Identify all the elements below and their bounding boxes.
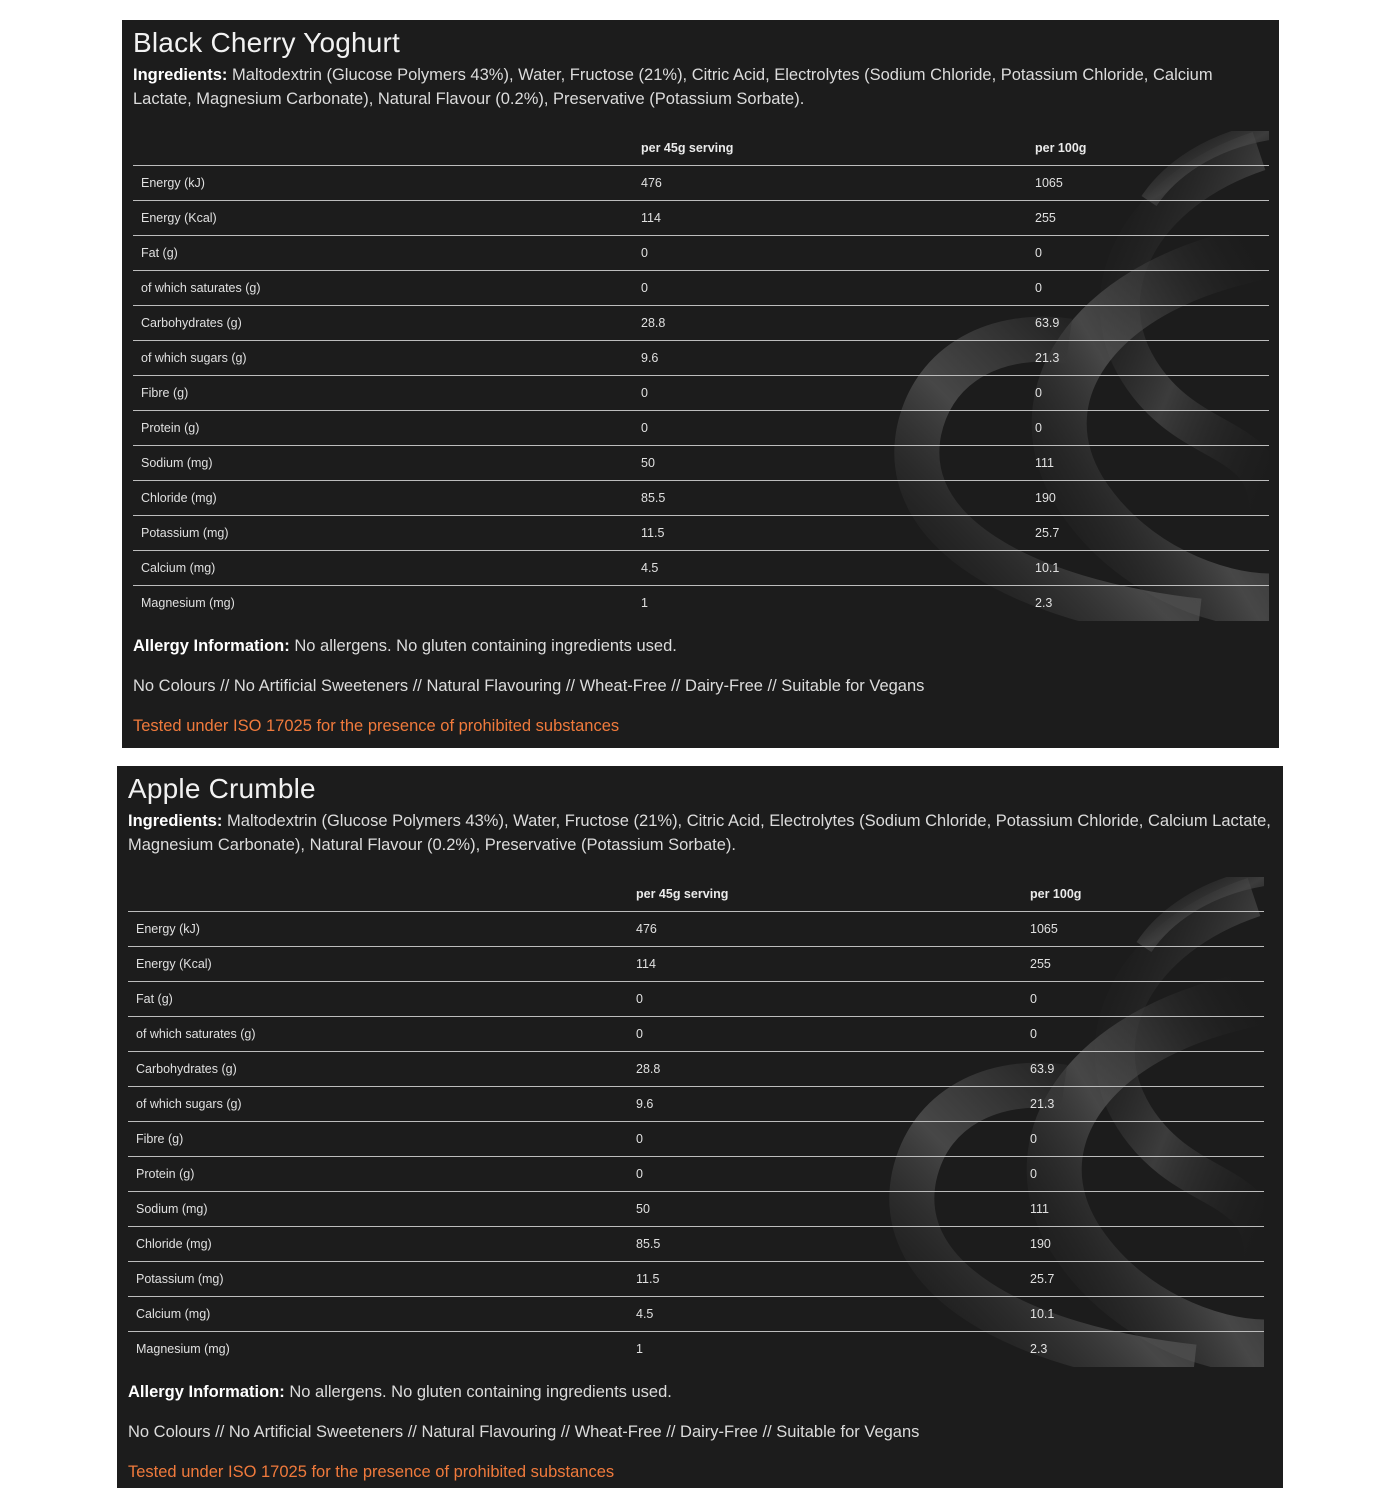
per-100g-value: 190 bbox=[1027, 481, 1269, 516]
per-100g-value: 63.9 bbox=[1027, 306, 1269, 341]
per-serving-value: 11.5 bbox=[633, 516, 1027, 551]
product-title: Black Cherry Yoghurt bbox=[133, 27, 401, 58]
ingredients-text bbox=[128, 809, 1273, 857]
per-100g-value: 2.3 bbox=[1035, 596, 1053, 610]
table-row bbox=[133, 166, 1269, 201]
per-100g-value: 255 bbox=[1027, 201, 1269, 236]
table-row bbox=[128, 1052, 1264, 1087]
column-header: per 100g bbox=[1022, 877, 1264, 912]
per-100g-value: 10.1 bbox=[1027, 551, 1269, 586]
table-row bbox=[133, 446, 1269, 481]
nutrient-name: Energy (Kcal) bbox=[133, 201, 633, 236]
nutrient-name: of which saturates (g) bbox=[128, 1017, 628, 1052]
ingredients-list: Maltodextrin (Glucose Polymers 43%), Water, Fructose (21%), Citric Acid, Electrolytes (Sodium Chloride, Potassium Chloride, Calcium Lactate, Magnesium Carbonate), Natural Flavour (0.2%), Preservative (Potassium Sorbate). bbox=[133, 66, 1213, 108]
per-100g-value: 111 bbox=[1022, 1192, 1264, 1227]
testing-statement: Tested under ISO 17025 for the presence of prohibited substances bbox=[128, 1463, 615, 1481]
column-header: per 45g serving bbox=[628, 877, 1022, 912]
allergy-information bbox=[133, 634, 1269, 658]
per-serving-value: 0 bbox=[633, 376, 1027, 411]
per-serving-value: 85.5 bbox=[628, 1227, 1022, 1262]
per-100g-value: 1065 bbox=[1022, 912, 1264, 947]
table-row bbox=[133, 551, 1269, 586]
nutrient-name: Fat (g) bbox=[128, 982, 628, 1017]
per-serving-value: 1 bbox=[641, 596, 648, 610]
testing-statement: Tested under ISO 17025 for the presence of prohibited substances bbox=[133, 717, 620, 735]
nutrient-name: Calcium (mg) bbox=[133, 551, 633, 586]
ingredients-label: Ingredients: bbox=[128, 812, 223, 830]
product-claims: No Colours // No Artificial Sweeteners // Natural Flavouring // Wheat-Free // Dairy-Free // Suitable for Vegans bbox=[128, 1423, 920, 1441]
nutrient-name: Energy (Kcal) bbox=[128, 947, 628, 982]
nutrient-name: Protein (g) bbox=[128, 1157, 628, 1192]
per-100g-value: 63.9 bbox=[1022, 1052, 1264, 1087]
per-100g-value: 0 bbox=[1022, 982, 1264, 1017]
nutrition-table-wrap bbox=[128, 877, 1264, 1366]
table-row bbox=[133, 271, 1269, 306]
column-header bbox=[133, 131, 633, 166]
nutrient-name: Sodium (mg) bbox=[133, 446, 633, 481]
nutrient-name: Chloride (mg) bbox=[128, 1227, 628, 1262]
per-serving-value: 114 bbox=[628, 947, 1022, 982]
ingredients-text bbox=[133, 63, 1269, 111]
nutrient-name: Calcium (mg) bbox=[128, 1297, 628, 1332]
per-serving-value: 28.8 bbox=[633, 306, 1027, 341]
nutrient-name: Fat (g) bbox=[133, 236, 633, 271]
table-row bbox=[133, 376, 1269, 411]
nutrient-name: Energy (kJ) bbox=[128, 912, 628, 947]
nutrient-name: Protein (g) bbox=[133, 411, 633, 446]
per-serving-value: 50 bbox=[628, 1192, 1022, 1227]
allergy-information bbox=[128, 1380, 1273, 1404]
per-serving-value: 9.6 bbox=[633, 341, 1027, 376]
nutrient-name: Fibre (g) bbox=[133, 376, 633, 411]
table-row bbox=[128, 947, 1264, 982]
column-header: per 100g bbox=[1027, 131, 1269, 166]
product-title: Apple Crumble bbox=[128, 773, 316, 804]
nutrient-name: of which sugars (g) bbox=[128, 1087, 628, 1122]
per-100g-value: 0 bbox=[1027, 411, 1269, 446]
nutrition-table bbox=[128, 877, 1264, 1366]
per-serving-value: 9.6 bbox=[628, 1087, 1022, 1122]
nutrient-name: Energy (kJ) bbox=[133, 166, 633, 201]
allergy-label: Allergy Information: bbox=[133, 637, 290, 655]
nutrition-table-wrap bbox=[133, 131, 1269, 620]
per-100g-value: 0 bbox=[1022, 1122, 1264, 1157]
table-row bbox=[133, 586, 1269, 621]
table-row bbox=[128, 1017, 1264, 1052]
allergy-text: No allergens. No gluten containing ingredients used. bbox=[289, 637, 677, 655]
nutrient-name: Chloride (mg) bbox=[133, 481, 633, 516]
per-serving-value: 0 bbox=[628, 1157, 1022, 1192]
nutrient-name: of which saturates (g) bbox=[133, 271, 633, 306]
per-100g-value: 0 bbox=[1022, 1017, 1264, 1052]
table-row bbox=[133, 481, 1269, 516]
per-100g-value: 190 bbox=[1022, 1227, 1264, 1262]
ingredients-label: Ingredients: bbox=[133, 66, 228, 84]
per-serving-value: 114 bbox=[633, 201, 1027, 236]
nutrition-table bbox=[133, 131, 1269, 620]
table-row bbox=[128, 912, 1264, 947]
per-100g-value: 2.3 bbox=[1030, 1342, 1048, 1356]
table-row bbox=[128, 1087, 1264, 1122]
table-row bbox=[128, 1122, 1264, 1157]
allergy-label: Allergy Information: bbox=[128, 1383, 285, 1401]
nutrient-name: Potassium (mg) bbox=[128, 1262, 628, 1297]
table-header-row bbox=[128, 877, 1264, 912]
per-100g-value: 21.3 bbox=[1027, 341, 1269, 376]
table-header-row bbox=[133, 131, 1269, 166]
per-100g-value: 0 bbox=[1027, 376, 1269, 411]
nutrient-name: Carbohydrates (g) bbox=[128, 1052, 628, 1087]
per-serving-value: 0 bbox=[633, 411, 1027, 446]
column-header bbox=[128, 877, 628, 912]
per-serving-value: 50 bbox=[633, 446, 1027, 481]
table-row bbox=[128, 1192, 1264, 1227]
per-serving-value: 0 bbox=[628, 1017, 1022, 1052]
table-row bbox=[128, 982, 1264, 1017]
table-row bbox=[128, 1297, 1264, 1332]
per-100g-value: 21.3 bbox=[1022, 1087, 1264, 1122]
table-row bbox=[128, 1157, 1264, 1192]
per-serving-value: 476 bbox=[628, 912, 1022, 947]
per-100g-value: 25.7 bbox=[1027, 516, 1269, 551]
per-serving-value: 476 bbox=[633, 166, 1027, 201]
table-row bbox=[133, 341, 1269, 376]
per-serving-value: 4.5 bbox=[633, 551, 1027, 586]
nutrient-name: Magnesium (mg) bbox=[141, 596, 235, 610]
table-row bbox=[128, 1227, 1264, 1262]
column-header: per 45g serving bbox=[633, 131, 1027, 166]
table-row bbox=[128, 1262, 1264, 1297]
table-row bbox=[133, 411, 1269, 446]
product-panel-apple-crumble bbox=[117, 766, 1283, 1488]
per-serving-value: 0 bbox=[633, 236, 1027, 271]
per-100g-value: 25.7 bbox=[1022, 1262, 1264, 1297]
per-serving-value: 0 bbox=[628, 982, 1022, 1017]
per-serving-value: 28.8 bbox=[628, 1052, 1022, 1087]
nutrient-name: Magnesium (mg) bbox=[136, 1342, 230, 1356]
nutrient-name: Carbohydrates (g) bbox=[133, 306, 633, 341]
per-100g-value: 10.1 bbox=[1022, 1297, 1264, 1332]
per-100g-value: 0 bbox=[1022, 1157, 1264, 1192]
nutrient-name: Sodium (mg) bbox=[128, 1192, 628, 1227]
per-100g-value: 255 bbox=[1022, 947, 1264, 982]
table-row bbox=[133, 236, 1269, 271]
per-100g-value: 111 bbox=[1027, 446, 1269, 481]
table-row bbox=[133, 306, 1269, 341]
per-serving-value: 0 bbox=[628, 1122, 1022, 1157]
table-row bbox=[133, 201, 1269, 236]
per-100g-value: 0 bbox=[1027, 236, 1269, 271]
per-serving-value: 1 bbox=[636, 1342, 643, 1356]
per-serving-value: 0 bbox=[633, 271, 1027, 306]
nutrient-name: of which sugars (g) bbox=[133, 341, 633, 376]
product-claims: No Colours // No Artificial Sweeteners // Natural Flavouring // Wheat-Free // Dairy-Free // Suitable for Vegans bbox=[133, 677, 925, 695]
product-panel-black-cherry-yoghurt bbox=[122, 20, 1279, 748]
nutrient-name: Potassium (mg) bbox=[133, 516, 633, 551]
per-serving-value: 11.5 bbox=[628, 1262, 1022, 1297]
table-row bbox=[128, 1332, 1264, 1367]
per-100g-value: 0 bbox=[1027, 271, 1269, 306]
nutrient-name: Fibre (g) bbox=[128, 1122, 628, 1157]
allergy-text: No allergens. No gluten containing ingredients used. bbox=[284, 1383, 672, 1401]
per-serving-value: 4.5 bbox=[628, 1297, 1022, 1332]
table-row bbox=[133, 516, 1269, 551]
ingredients-list: Maltodextrin (Glucose Polymers 43%), Water, Fructose (21%), Citric Acid, Electrolytes (Sodium Chloride, Potassium Chloride, Calcium Lactate, Magnesium Carbonate), Natural Flavour (0.2%), Preservative (Potassium Sorbate). bbox=[128, 812, 1271, 854]
per-100g-value: 1065 bbox=[1027, 166, 1269, 201]
per-serving-value: 85.5 bbox=[633, 481, 1027, 516]
